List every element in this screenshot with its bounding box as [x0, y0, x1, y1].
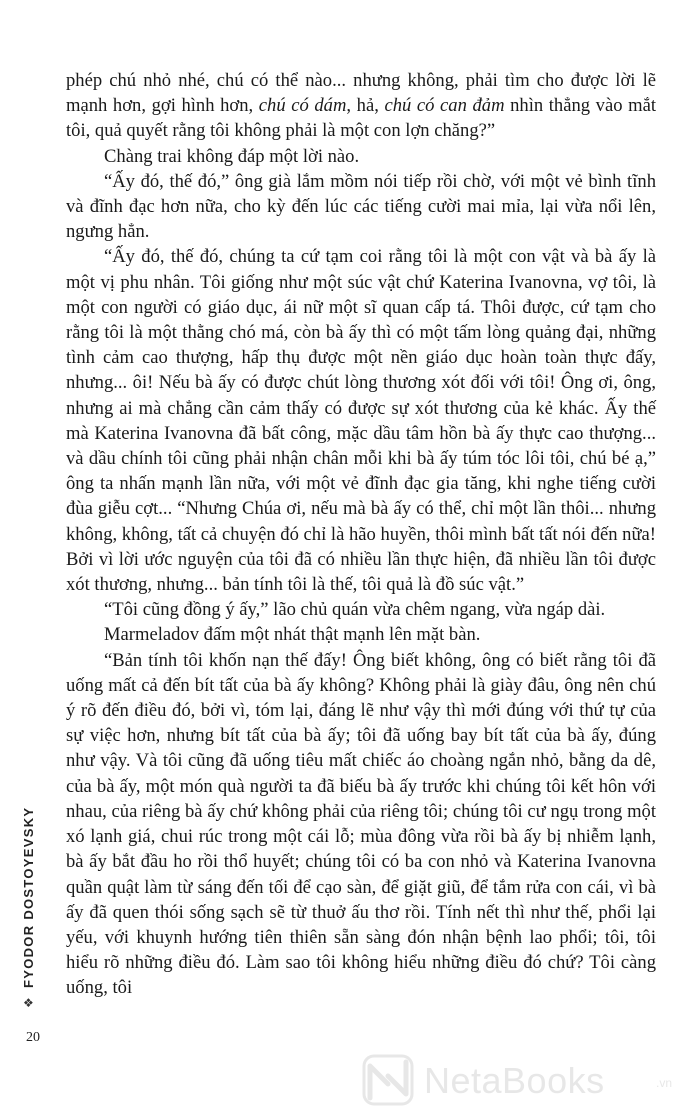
- italic-text: chú có dám: [258, 95, 347, 117]
- text-run: nhìn thẳng vào mắt tôi, quả quyết rằng tôi không phải là một con lợn chăng?”: [66, 95, 656, 142]
- text-run: “Bản tính tôi khốn nạn thế đấy! Ông biết không, ông có biết rằng tôi đã uống mất cả đến bít tất của bà ấy không? Không phải là giày đâu, ông nên chú ý rõ đến điều đó, bởi vì, tóm lại, đáng lẽ như vậy thì mới đúng với thứ tự của sự việc hơn, nhưng bít tất của bà ấy; tôi đã uống bay bít tất của bà ấy, đúng như vậy. Và tôi cũng đã uống tiêu mất chiếc áo choàng ngắn nhỏ, bằng da dê, của bà ấy, một món quà người ta đã biếu bà ấy trước khi chúng tôi kết hôn với nhau, của riêng bà ấy chứ không phải của riêng tôi; chúng tôi cư ngụ trong một xó lạnh giá, chui rúc trong một cái lỗ; mùa đông vừa rồi bà ấy bị nhiễm lạnh, bà ấy bắt đầu ho rồi thổ huyết; chúng tôi có ba con nhỏ và Katerina Ivanovna quần quật làm từ sáng đến tối để cạo sàn, để giặt giũ, để tắm rửa con cái, vì bà ấy đã quen thói sống sạch sẽ từ thuở ấu thơ rồi. Tính nết thì như thế, phổi lại yếu, với khuynh hướng tiên thiên sẵn sàng đón nhận bệnh lao phổi; tôi, tôi hiểu rõ những điều đó. Làm sao tôi không hiểu những điều đó chứ? Tôi càng uống, tôi: [66, 649, 656, 999]
- paragraph: [66, 622, 656, 647]
- paragraph: [66, 597, 656, 622]
- italic-text: chú có can đảm: [384, 95, 505, 117]
- text-run: “Tôi cũng đồng ý ấy,” lão chủ quán vừa chêm ngang, vừa ngáp dài.: [104, 599, 606, 621]
- running-head: [20, 770, 40, 1020]
- text-run: Chàng trai không đáp một lời nào.: [104, 145, 360, 167]
- paragraph: [66, 144, 656, 169]
- page-body-text: [66, 68, 656, 1001]
- watermark-suffix: .vn: [656, 1076, 673, 1090]
- text-run: , hả,: [346, 95, 385, 117]
- text-run: “Ấy đó, thế đó, chúng ta cứ tạm coi rằng tôi là một con vật và bà ấy là một vị phu nhân. Tôi giống như một súc vật chứ Katerina Ivanovna, vợ tôi, là một con người có giáo dục, ái nữ một sĩ quan cấp tá. Thôi được, cứ tạm cho rằng tôi là một thằng chó má, còn bà ấy thì có một tấm lòng quảng đại, những tình cảm cao thượng, hấp thụ được một nền giáo dục hoàn toàn thực đấy, nhưng... ôi! Nếu bà ấy có được chút lòng thương xót đối với tôi! Ông ơi, ông, nhưng ai mà chẳng cần cảm thấy có được sự xót thương của kẻ khác. Ấy thế mà Katerina Ivanovna đã bất công, mặc dầu tâm hồn bà ấy thực cao thượng... và dầu chính tôi cũng phải nhận chân mỗi khi bà ấy túm tóc lôi tôi, chú bé ạ,” ông ta nhấn mạnh lần nữa, với một vẻ đĩnh đạc gia tăng, khi nghe tiếng cười đùa giễu cợt... “Nhưng Chúa ơi, nếu mà bà ấy có thể, chỉ một lần thôi... nhưng không, không, tất cả chuyện đó chỉ là hão huyền, thôi mình bất tất nói đến nữa! Bởi vì lời ước nguyện của tôi đã có nhiều lần thực hiện, đã nhiều lần tôi được xót thương, nhưng... bản tính tôi là thế, tôi quả là đồ súc vật.”: [66, 246, 656, 596]
- text-run: “Ấy đó, thế đó,” ông già lắm mồm nói tiếp rồi chờ, với một vẻ bình tĩnh và đĩnh đạc hơn nữa, cho kỳ đến lúc các tiếng cười mai mỉa, lại vừa nổi lên, ngưng hẳn.: [66, 170, 656, 243]
- netabooks-logo-icon: [360, 1052, 416, 1108]
- page-number: 20: [26, 1030, 40, 1045]
- text-run: phép chú nhỏ nhé, chú có thể nào... nhưng không, phải tìm cho được lời lẽ mạnh hơn, gợi hình hơn,: [66, 70, 656, 117]
- paragraph: [66, 169, 656, 245]
- paragraph: [66, 648, 656, 1001]
- running-head-author: FYODOR DOSTOYEVSKY: [21, 806, 36, 988]
- watermark: [360, 1052, 690, 1108]
- text-run: Marmeladov đấm một nhát thật mạnh lên mặt bàn.: [104, 624, 481, 646]
- paragraph: [66, 244, 656, 597]
- paragraph: [66, 68, 656, 144]
- watermark-brand: NetaBooks: [424, 1060, 605, 1101]
- ornament-icon: ❖: [23, 996, 34, 1010]
